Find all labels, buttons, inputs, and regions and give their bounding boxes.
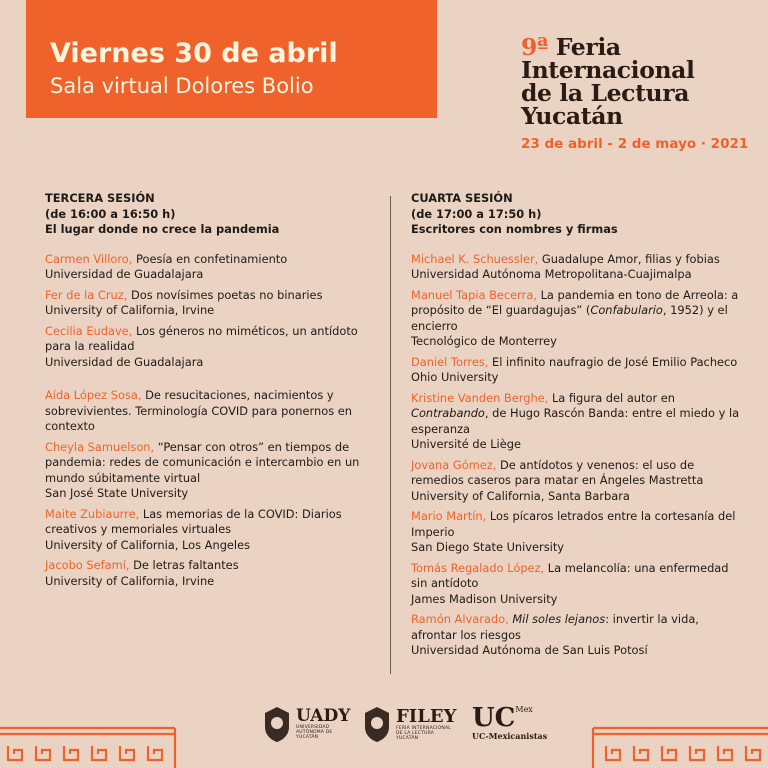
uc-mark: UC	[472, 703, 516, 733]
author-name: Kristine Vanden Berghe,	[411, 390, 549, 405]
institution: University of California, Irvine	[45, 573, 215, 588]
institution: University of California, Santa Barbara	[411, 488, 630, 503]
list-item	[411, 355, 746, 386]
institution: Universidad de Guadalajara	[45, 267, 204, 281]
list-item	[45, 507, 370, 554]
author-name: Jacobo Sefamí,	[45, 558, 130, 572]
institution: James Madison University	[411, 591, 558, 606]
list-item	[45, 558, 370, 589]
filey-name: FILEY	[396, 705, 457, 727]
book-title: Contrabando	[411, 406, 485, 420]
book-title: Mil soles lejanos	[512, 612, 606, 626]
author-name: Daniel Torres,	[411, 354, 489, 369]
institution: San José State University	[45, 486, 189, 500]
list-item	[45, 388, 370, 435]
author-name: Manuel Tapia Becerra,	[411, 287, 537, 302]
institution: Universidad de Guadalajara	[45, 354, 204, 369]
filey-seal-icon	[362, 705, 392, 743]
talk-title: “Pensar con otros” en tiempos de pandemia: redes de comunicación e intercambio en un mundo súbitamente virtual	[45, 439, 360, 485]
talk-title-end: , 1952) y el encierro	[411, 303, 728, 333]
session-three	[45, 191, 370, 594]
event-day: Viernes 30 de abril	[50, 38, 338, 69]
uc-mex-superscript: Mex	[515, 705, 533, 714]
talk-title: De antídotos y venenos: el uso de remedios caseros para matar en Ángeles Mastretta	[411, 457, 704, 487]
author-name: Aída López Sosa,	[45, 388, 142, 402]
institution: Ohio University	[411, 370, 499, 384]
list-item	[45, 440, 370, 502]
author-name: Ramón Alvarado,	[411, 612, 509, 626]
date-banner	[26, 0, 437, 118]
uc-subtitle: UC-Mexicanistas	[472, 731, 548, 741]
filey-logo	[362, 705, 456, 743]
event-room: Sala virtual Dolores Bolio	[50, 74, 314, 98]
session-title: CUARTA SESIÓN	[411, 191, 513, 205]
talk-title: Las memorias de la COVID: Diarios creativos y memoriales virtuales	[45, 506, 342, 536]
list-item	[411, 509, 746, 556]
uady-logo	[262, 705, 350, 743]
session-four	[411, 191, 746, 664]
institution: Tecnológico de Monterrey	[411, 334, 557, 348]
talk-title: Poesía en confetinamiento	[136, 251, 288, 266]
fair-title-block	[521, 33, 761, 152]
institution: University of California, Los Angeles	[45, 537, 251, 552]
book-title: Confabulario	[590, 303, 663, 317]
author-name: Jovana Gómez,	[411, 457, 497, 472]
fair-title	[521, 33, 761, 130]
author-name: Carmen Villoro,	[45, 251, 133, 266]
session-time: (de 16:00 a 16:50 h)	[45, 206, 176, 221]
uady-seal-icon	[262, 705, 292, 743]
author-name: Fer de la Cruz,	[45, 287, 128, 302]
session-title: TERCERA SESIÓN	[45, 191, 155, 205]
talk-title: La melancolía: una enfermedad sin antídoto	[411, 560, 729, 590]
list-item	[411, 391, 746, 453]
institution: Universidad Autónoma de San Luis Potosí	[411, 643, 648, 657]
list-item	[411, 612, 746, 659]
uady-name: UADY	[296, 706, 351, 726]
talk-title-end: , de Hugo Rascón Banda: entre el miedo y la esperanza	[411, 406, 740, 436]
fair-dates: 23 de abril - 2 de mayo · 2021	[521, 136, 749, 152]
frieze-ornament-right	[588, 710, 768, 768]
institution: San Diego State University	[411, 540, 565, 554]
sponsor-logos	[262, 705, 562, 753]
list-item	[411, 252, 746, 283]
fair-title-line1: Feria	[555, 33, 621, 61]
session-three-header	[45, 191, 370, 238]
frieze-ornament-left	[0, 710, 180, 768]
author-name: Cecilia Eudave,	[45, 323, 133, 338]
fair-title-line4: Yucatán	[521, 102, 623, 130]
talk-title: De resucitaciones, nacimientos y sobrevivientes. Terminología COVID para ponernos en contexto	[45, 388, 352, 433]
session-topic: El lugar donde no crece la pandemia	[45, 222, 280, 236]
talk-title: El infinito naufragio de José Emilio Pacheco	[492, 354, 738, 369]
list-item	[45, 324, 370, 371]
fair-title-line2: Internacional	[521, 56, 695, 84]
talk-title: Guadalupe Amor, filias y fobias	[541, 251, 720, 266]
list-item	[411, 458, 746, 505]
author-name: Maite Zubiaurre,	[45, 506, 140, 521]
talk-title: De letras faltantes	[133, 558, 239, 572]
session-four-header	[411, 191, 746, 238]
author-name: Tomás Regalado López,	[411, 560, 545, 575]
filey-subtitle: FERIA INTERNACIONAL DE LA LECTURA YUCATÁN	[396, 725, 451, 741]
list-item	[411, 288, 746, 350]
fair-edition: 9ª	[521, 33, 548, 61]
talk-title: La figura del autor en	[551, 390, 675, 405]
institution: Universidad Autónoma Metropolitana-Cuajimalpa	[411, 267, 692, 281]
uady-subtitle: UNIVERSIDAD AUTÓNOMA DE YUCATÁN	[296, 725, 333, 740]
fair-title-line3: de la Lectura	[521, 79, 690, 107]
list-item	[45, 252, 370, 283]
author-name: Michael K. Schuessler,	[411, 251, 539, 266]
session-topic: Escritores con nombres y firmas	[411, 222, 618, 236]
talk-title: Dos novísimes poetas no binaries	[130, 287, 323, 302]
talk-title: Los géneros no miméticos, un antídoto para la realidad	[45, 323, 358, 353]
talk-title: Los pícaros letrados entre la cortesanía del Imperio	[411, 509, 736, 539]
talk-title: La pandemia en tono de Arreola: a propósito de “El guardagujas” (	[411, 287, 739, 317]
institution: Université de Liège	[411, 437, 521, 451]
uc-mexicanistas-logo	[472, 705, 547, 741]
column-divider	[390, 196, 391, 674]
author-name: Cheyla Samuelson,	[45, 439, 155, 454]
author-name: Mario Martín,	[411, 509, 487, 523]
institution: University of California, Irvine	[45, 303, 215, 317]
list-item	[411, 561, 746, 608]
talk-title-end: : invertir la vida, afrontar los riesgos	[411, 612, 699, 642]
list-item	[45, 288, 370, 319]
session-time: (de 17:00 a 17:50 h)	[411, 206, 542, 221]
